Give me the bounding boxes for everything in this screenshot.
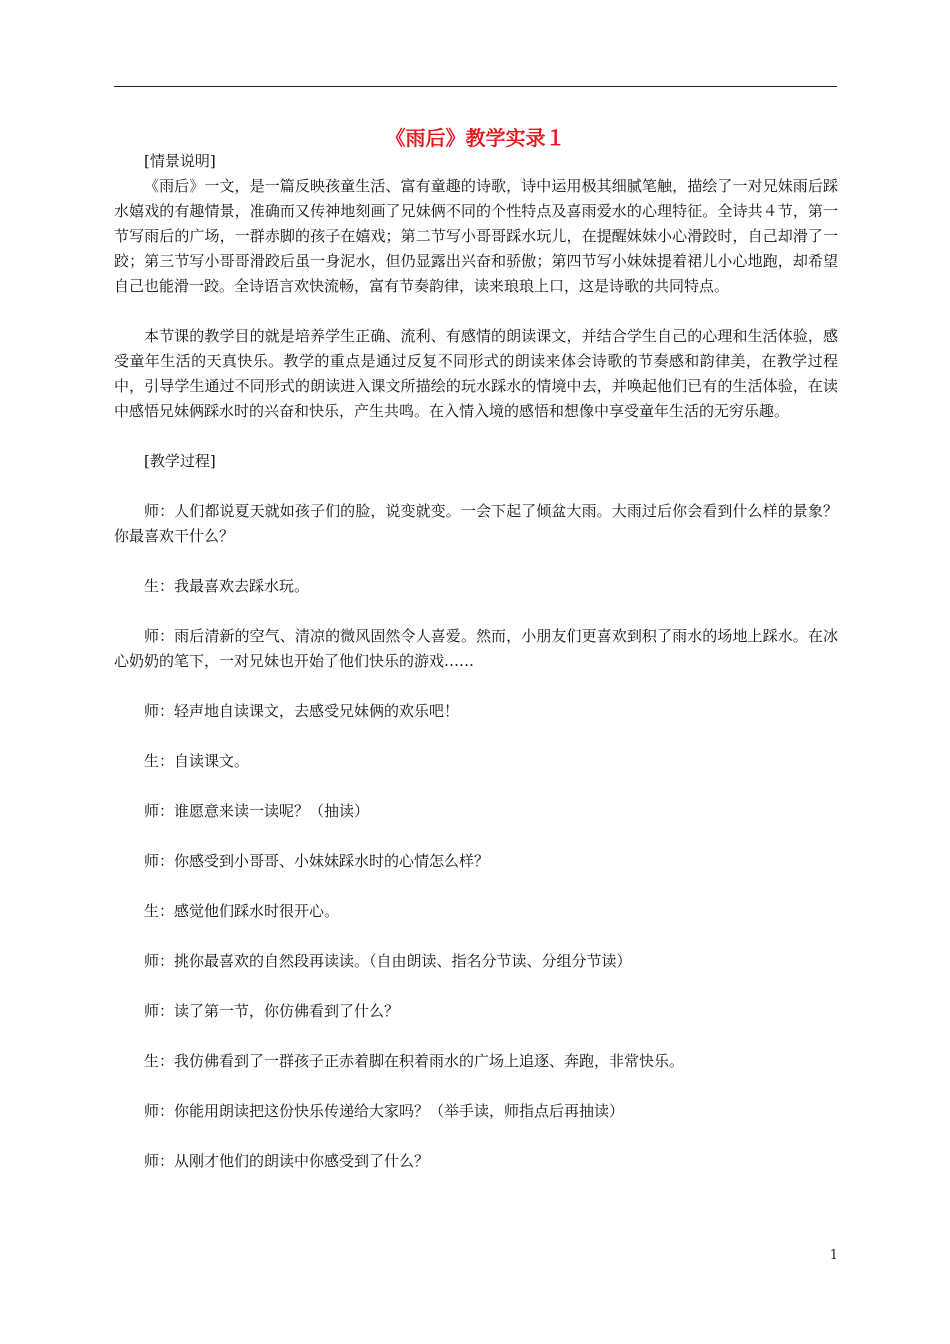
dialogue-line: 师：读了第一节，你仿佛看到了什么？ [144,1002,400,1020]
document-title: 《雨后》教学实录１ [385,126,566,150]
dialogue-line: 生：我最喜欢去踩水玩。 [144,577,310,595]
document-body [114,149,838,1199]
dialogue-line: 师：挑你最喜欢的自然段再读读。（自由朗读、指名分节读、分组分节读） [144,952,632,970]
header-rule [114,86,837,87]
dialogue-line: 师：雨后清新的空气、清凉的微风固然令人喜爱。然而，小朋友们更喜欢到积了雨水的场地上踩水。在冰心奶奶的笔下，一对兄妹也开始了他们快乐的游戏…… [114,627,838,670]
section-heading-situation: [情景说明] [144,152,216,170]
dialogue-line: 师：你能用朗读把这份快乐传递给大家吗？（举手读，师指点后再抽读） [144,1102,625,1120]
dialogue-line: 师：人们都说夏天就如孩子们的脸，说变就变。一会下起了倾盆大雨。大雨过后你会看到什么样的景象？你最喜欢干什么？ [114,502,838,545]
page-number: 1 [829,1248,838,1263]
dialogue-line: 师：从刚才他们的朗读中你感受到了什么？ [144,1152,430,1170]
dialogue-line: 师：谁愿意来读一读呢？（抽读） [144,802,370,820]
intro-paragraph-2: 本节课的教学目的就是培养学生正确、流利、有感情的朗读课文，并结合学生自己的心理和生活体验，感受童年生活的天真快乐。教学的重点是通过反复不同形式的朗读来体会诗歌的节奏感和韵律美，在教学过程中，引导学生通过不同形式的朗读进入课文所描绘的玩水踩水的情境中去，并唤起他们已有的生活体验，在读中感悟兄妹俩踩水时的兴奋和快乐，产生共鸣。在入情入境的感悟和想像中享受童年生活的无穷乐趣。 [114,327,838,420]
intro-paragraph-1: 《雨后》一文，是一篇反映孩童生活、富有童趣的诗歌，诗中运用极其细腻笔触，描绘了一对兄妹雨后踩水嬉戏的有趣情景，准确而又传神地刻画了兄妹俩不同的个性特点及喜雨爱水的心理特征。全诗共４节，第一节写雨后的广场，一群赤脚的孩子在嬉戏；第二节写小哥哥踩水玩儿，在提醒妹妹小心滑跤时，自己却滑了一跤；第三节写小哥哥滑跤后虽一身泥水，但仍显露出兴奋和骄傲；第四节写小妹妹提着裙儿小心地跑，却希望自己也能滑一跤。全诗语言欢快流畅，富有节奏韵律，读来琅琅上口，这是诗歌的共同特点。 [114,177,838,295]
dialogue-line: 师：轻声地自读课文，去感受兄妹俩的欢乐吧！ [144,702,460,720]
dialogue-line: 生：自读课文。 [144,752,250,770]
dialogue-line: 师：你感受到小哥哥、小妹妹踩水时的心情怎么样？ [144,852,490,870]
section-heading-process: [教学过程] [144,452,216,470]
dialogue-line: 生：感觉他们踩水时很开心。 [144,902,340,920]
dialogue-line: 生：我仿佛看到了一群孩子正赤着脚在积着雨水的广场上追逐、奔跑，非常快乐。 [144,1052,685,1070]
